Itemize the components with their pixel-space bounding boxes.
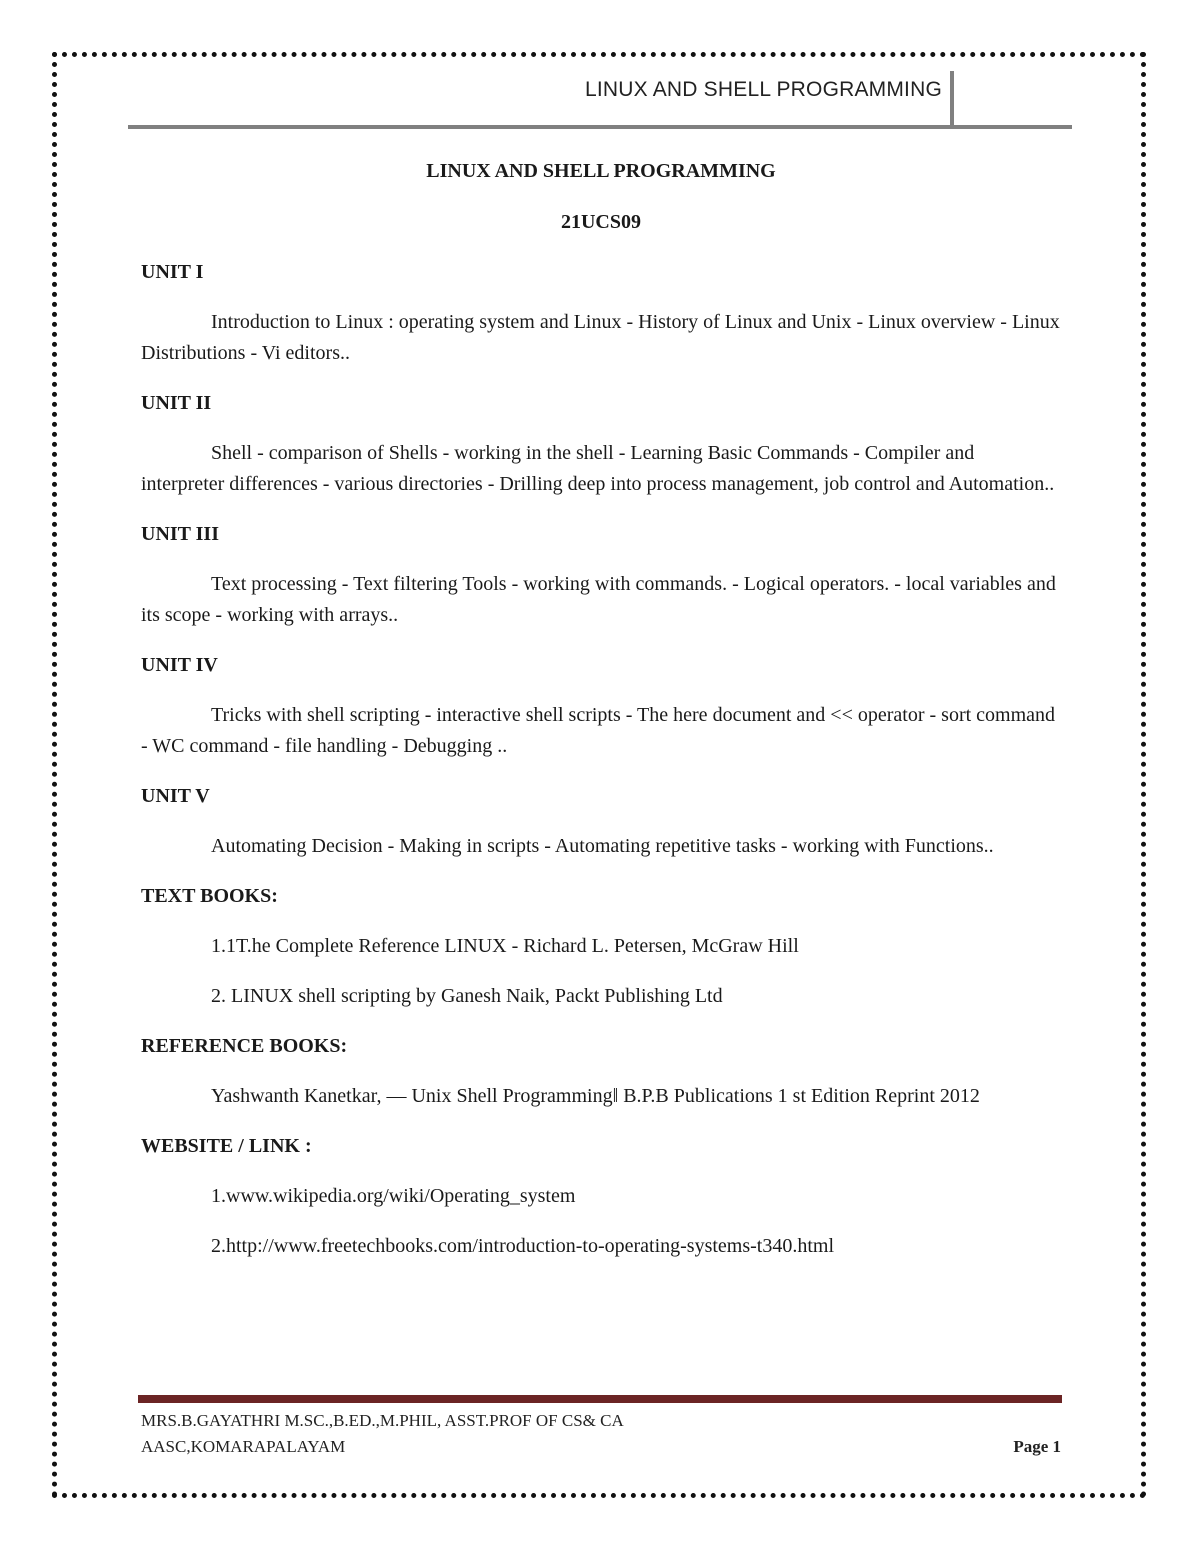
reference-book-text: Yashwanth Kanetkar, — Unix Shell Programming‖ B.P.B Publications 1 st Edition Reprint 2012 [211,1085,980,1107]
footer-rule [138,1395,1062,1403]
website-link[interactable]: 1.www.wikipedia.org/wiki/Operating_system [211,1185,576,1207]
page-number: Page 1 [1013,1437,1061,1456]
running-header: LINUX AND SHELL PROGRAMMING [584,78,942,101]
unit-1-heading: UNIT I [141,261,204,283]
website-heading: WEBSITE / LINK : [141,1135,312,1157]
unit-4-text: Tricks with shell scripting - interactive shell scripts - The here document and << operator - sort command - WC command - file handling - Debugging .. [141,704,1056,757]
text-book-item: 2. LINUX shell scripting by Ganesh Naik, Packt Publishing Ltd [211,985,723,1007]
footer-line-2 [141,1434,1061,1460]
text-books-heading: TEXT BOOKS: [141,885,278,907]
unit-3-heading: UNIT III [141,523,219,545]
footer-author: MRS.B.GAYATHRI M.SC.,B.ED.,M.PHIL, ASST.PROF OF CS& CA [141,1411,624,1430]
text-book-item: 1.1T.he Complete Reference LINUX - Richard L. Petersen, McGraw Hill [211,935,799,957]
document-body [141,150,1061,1262]
unit-3-text: Text processing - Text filtering Tools - working with commands. - Logical operators. - local variables and its scope - working with arrays.. [141,573,1056,626]
unit-2-text: Shell - comparison of Shells - working in the shell - Learning Basic Commands - Compiler and interpreter differences - various directories - Drilling deep into process management, job control and Automation.. [141,442,1055,495]
website-link[interactable]: 2.http://www.freetechbooks.com/introduction-to-operating-systems-t340.html [211,1235,835,1257]
header-divider-vertical [950,71,954,129]
unit-5-heading: UNIT V [141,785,210,807]
unit-1-text: Introduction to Linux : operating system and Linux - History of Linux and Unix - Linux overview - Linux Distributions - Vi editors.. [141,311,1060,364]
document-title: LINUX AND SHELL PROGRAMMING [426,160,776,182]
unit-2-heading: UNIT II [141,392,212,414]
header-rule [128,125,1072,129]
footer-institution: AASC,KOMARAPALAYAM [141,1437,346,1456]
course-code: 21UCS09 [560,211,641,233]
unit-5-text: Automating Decision - Making in scripts - Automating repetitive tasks - working with Functions.. [211,835,994,857]
unit-4-heading: UNIT IV [141,654,218,676]
reference-books-heading: REFERENCE BOOKS: [141,1035,348,1057]
page-footer [141,1408,1061,1460]
